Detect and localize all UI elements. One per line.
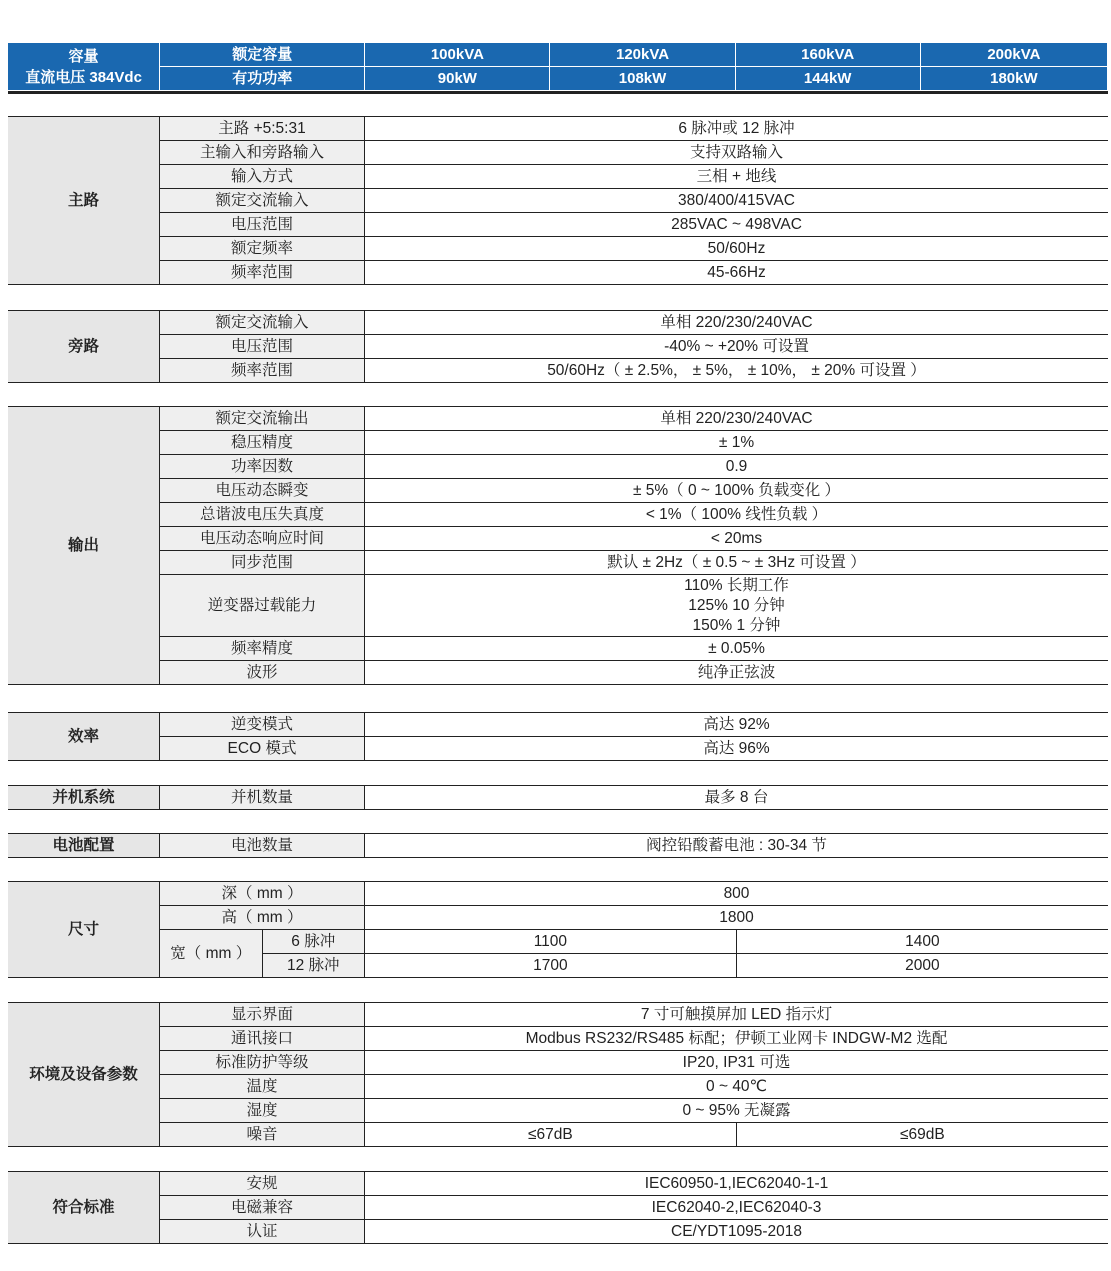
section-title: 效率 bbox=[8, 713, 160, 761]
row-value: 最多 8 台 bbox=[365, 786, 1109, 810]
section-title: 环境及设备参数 bbox=[8, 1003, 160, 1147]
overload-line: 125% 10 分钟 bbox=[688, 596, 785, 614]
width-value-right: 1400 bbox=[736, 930, 1108, 954]
row-value: 阀控铅酸蓄电池 : 30-34 节 bbox=[365, 834, 1109, 858]
row-label: 逆变器过载能力 bbox=[160, 575, 365, 637]
row-label: 功率因数 bbox=[160, 455, 365, 479]
row-value: 1800 bbox=[365, 906, 1109, 930]
row-label: 显示界面 bbox=[160, 1003, 365, 1027]
row-label: 总谐波电压失真度 bbox=[160, 503, 365, 527]
model-capacity: 160kVA bbox=[735, 43, 920, 67]
row-label: 标准防护等级 bbox=[160, 1051, 365, 1075]
row-value: 单相 220/230/240VAC bbox=[365, 311, 1109, 335]
width-value-left: 1700 bbox=[365, 954, 737, 978]
section-title: 并机系统 bbox=[8, 786, 160, 810]
row-value: IEC60950-1,IEC62040-1-1 bbox=[365, 1172, 1109, 1196]
table-row bbox=[8, 165, 1108, 189]
row-label: 电压范围 bbox=[160, 335, 365, 359]
width-value-left: 1100 bbox=[365, 930, 737, 954]
model-power: 180kW bbox=[920, 67, 1107, 91]
row-value: 800 bbox=[365, 882, 1109, 906]
header-row-power bbox=[8, 67, 1108, 91]
table-row bbox=[8, 261, 1108, 285]
noise-value-left: ≤67dB bbox=[365, 1123, 737, 1147]
overload-values bbox=[365, 575, 1109, 637]
section-title: 主路 bbox=[8, 117, 160, 285]
row-value: CE/YDT1095-2018 bbox=[365, 1220, 1109, 1244]
table-row bbox=[8, 1027, 1108, 1051]
table-row bbox=[8, 713, 1108, 737]
table-row bbox=[8, 335, 1108, 359]
header-corner-line2: 直流电压 384Vdc bbox=[25, 68, 142, 86]
section-title: 符合标准 bbox=[8, 1172, 160, 1244]
table-row bbox=[8, 117, 1108, 141]
model-power: 90kW bbox=[365, 67, 550, 91]
header-corner-line1: 容量 bbox=[68, 47, 99, 65]
width-sub-label: 12 脉冲 bbox=[262, 954, 365, 978]
row-value: 285VAC ~ 498VAC bbox=[365, 213, 1109, 237]
table-row bbox=[8, 359, 1108, 383]
width-value-right: 2000 bbox=[736, 954, 1108, 978]
table-row bbox=[8, 1003, 1108, 1027]
table-row bbox=[8, 527, 1108, 551]
row-value: -40% ~ +20% 可设置 bbox=[365, 335, 1109, 359]
row-label: 频率范围 bbox=[160, 359, 365, 383]
header-row-capacity bbox=[8, 43, 1108, 67]
row-value: 0 ~ 95% 无凝露 bbox=[365, 1099, 1109, 1123]
row-label: 同步范围 bbox=[160, 551, 365, 575]
row-label: 电压动态瞬变 bbox=[160, 479, 365, 503]
section-parallel bbox=[8, 785, 1108, 810]
table-row bbox=[8, 834, 1108, 858]
row-value: ± 0.05% bbox=[365, 637, 1109, 661]
row-value: < 20ms bbox=[365, 527, 1109, 551]
row-label: 并机数量 bbox=[160, 786, 365, 810]
table-row bbox=[8, 503, 1108, 527]
table-row bbox=[8, 431, 1108, 455]
row-value: 高达 96% bbox=[365, 737, 1109, 761]
row-value: 6 脉冲或 12 脉冲 bbox=[365, 117, 1109, 141]
row-value: 380/400/415VAC bbox=[365, 189, 1109, 213]
section-efficiency bbox=[8, 712, 1108, 761]
row-label: 频率精度 bbox=[160, 637, 365, 661]
table-row bbox=[8, 1123, 1108, 1147]
section-output bbox=[8, 406, 1108, 685]
row-value: 45-66Hz bbox=[365, 261, 1109, 285]
row-label: 主路 +5:5:31 bbox=[160, 117, 365, 141]
row-label: 安规 bbox=[160, 1172, 365, 1196]
model-capacity: 200kVA bbox=[920, 43, 1107, 67]
table-row bbox=[8, 737, 1108, 761]
row-value: < 1%（ 100% 线性负载 ） bbox=[365, 503, 1109, 527]
row-value: IP20, IP31 可选 bbox=[365, 1051, 1109, 1075]
overload-line: 110% 长期工作 bbox=[684, 576, 789, 594]
width-sub-label: 6 脉冲 bbox=[262, 930, 365, 954]
row-value: 默认 ± 2Hz（ ± 0.5 ~ ± 3Hz 可设置 ） bbox=[365, 551, 1109, 575]
row-value: 0 ~ 40℃ bbox=[365, 1075, 1109, 1099]
row-label: 认证 bbox=[160, 1220, 365, 1244]
row-label: 额定交流输出 bbox=[160, 407, 365, 431]
row-value: 50/60Hz bbox=[365, 237, 1109, 261]
row-label: 输入方式 bbox=[160, 165, 365, 189]
row-label: 稳压精度 bbox=[160, 431, 365, 455]
section-environment bbox=[8, 1002, 1108, 1147]
section-title: 电池配置 bbox=[8, 834, 160, 858]
row-label: 电池数量 bbox=[160, 834, 365, 858]
row-label: 噪音 bbox=[160, 1123, 365, 1147]
row-value: 单相 220/230/240VAC bbox=[365, 407, 1109, 431]
table-row bbox=[8, 237, 1108, 261]
table-row bbox=[8, 906, 1108, 930]
table-row bbox=[8, 1051, 1108, 1075]
model-capacity: 120kVA bbox=[550, 43, 735, 67]
capacity-header-table bbox=[8, 43, 1108, 91]
row-label: 电压范围 bbox=[160, 213, 365, 237]
model-power: 144kW bbox=[735, 67, 920, 91]
section-title: 尺寸 bbox=[8, 882, 160, 978]
row-label: 频率范围 bbox=[160, 261, 365, 285]
table-row bbox=[8, 311, 1108, 335]
row-label: 额定交流输入 bbox=[160, 311, 365, 335]
row-label: 温度 bbox=[160, 1075, 365, 1099]
section-battery bbox=[8, 833, 1108, 858]
table-row bbox=[8, 189, 1108, 213]
section-standards bbox=[8, 1171, 1108, 1244]
model-power: 108kW bbox=[550, 67, 735, 91]
table-row bbox=[8, 1075, 1108, 1099]
table-row bbox=[8, 930, 1108, 954]
noise-value-right: ≤69dB bbox=[736, 1123, 1108, 1147]
table-row bbox=[8, 407, 1108, 431]
table-row bbox=[8, 213, 1108, 237]
row-label: 逆变模式 bbox=[160, 713, 365, 737]
table-row bbox=[8, 479, 1108, 503]
row-value: Modbus RS232/RS485 标配；伊顿工业网卡 INDGW-M2 选配 bbox=[365, 1027, 1109, 1051]
table-row bbox=[8, 1196, 1108, 1220]
section-bypass bbox=[8, 310, 1108, 383]
active-power-label: 有功功率 bbox=[160, 67, 365, 91]
row-label: 深（ mm ） bbox=[160, 882, 365, 906]
row-label: 波形 bbox=[160, 661, 365, 685]
row-label: 电磁兼容 bbox=[160, 1196, 365, 1220]
header-corner bbox=[8, 43, 160, 91]
row-value: 0.9 bbox=[365, 455, 1109, 479]
table-row bbox=[8, 637, 1108, 661]
row-value: 高达 92% bbox=[365, 713, 1109, 737]
row-value: 50/60Hz（ ± 2.5%， ± 5%， ± 10%， ± 20% 可设置 ） bbox=[365, 359, 1109, 383]
model-capacity: 100kVA bbox=[365, 43, 550, 67]
section-dimensions bbox=[8, 881, 1108, 978]
header-divider bbox=[8, 91, 1108, 94]
row-label: 湿度 bbox=[160, 1099, 365, 1123]
table-row bbox=[8, 661, 1108, 685]
table-row bbox=[8, 882, 1108, 906]
table-row bbox=[8, 455, 1108, 479]
table-row bbox=[8, 551, 1108, 575]
table-row bbox=[8, 141, 1108, 165]
row-value: 三相 + 地线 bbox=[365, 165, 1109, 189]
overload-line: 150% 1 分钟 bbox=[692, 616, 781, 634]
row-label: 高（ mm ） bbox=[160, 906, 365, 930]
table-row bbox=[8, 1220, 1108, 1244]
rated-capacity-label: 额定容量 bbox=[160, 43, 365, 67]
row-value: 7 寸可触摸屏加 LED 指示灯 bbox=[365, 1003, 1109, 1027]
row-label: 额定频率 bbox=[160, 237, 365, 261]
table-row bbox=[8, 786, 1108, 810]
row-value: IEC62040-2,IEC62040-3 bbox=[365, 1196, 1109, 1220]
row-label: ECO 模式 bbox=[160, 737, 365, 761]
section-title: 旁路 bbox=[8, 311, 160, 383]
table-row bbox=[8, 575, 1108, 637]
row-value: 支持双路输入 bbox=[365, 141, 1109, 165]
table-row bbox=[8, 1099, 1108, 1123]
section-title: 输出 bbox=[8, 407, 160, 685]
row-label: 额定交流输入 bbox=[160, 189, 365, 213]
row-label: 通讯接口 bbox=[160, 1027, 365, 1051]
row-label: 主输入和旁路输入 bbox=[160, 141, 365, 165]
table-row bbox=[8, 1172, 1108, 1196]
row-value: ± 1% bbox=[365, 431, 1109, 455]
width-label: 宽（ mm ） bbox=[160, 930, 263, 978]
row-value: 纯净正弦波 bbox=[365, 661, 1109, 685]
row-value: ± 5%（ 0 ~ 100% 负载变化 ） bbox=[365, 479, 1109, 503]
row-label: 电压动态响应时间 bbox=[160, 527, 365, 551]
section-main-input bbox=[8, 116, 1108, 285]
